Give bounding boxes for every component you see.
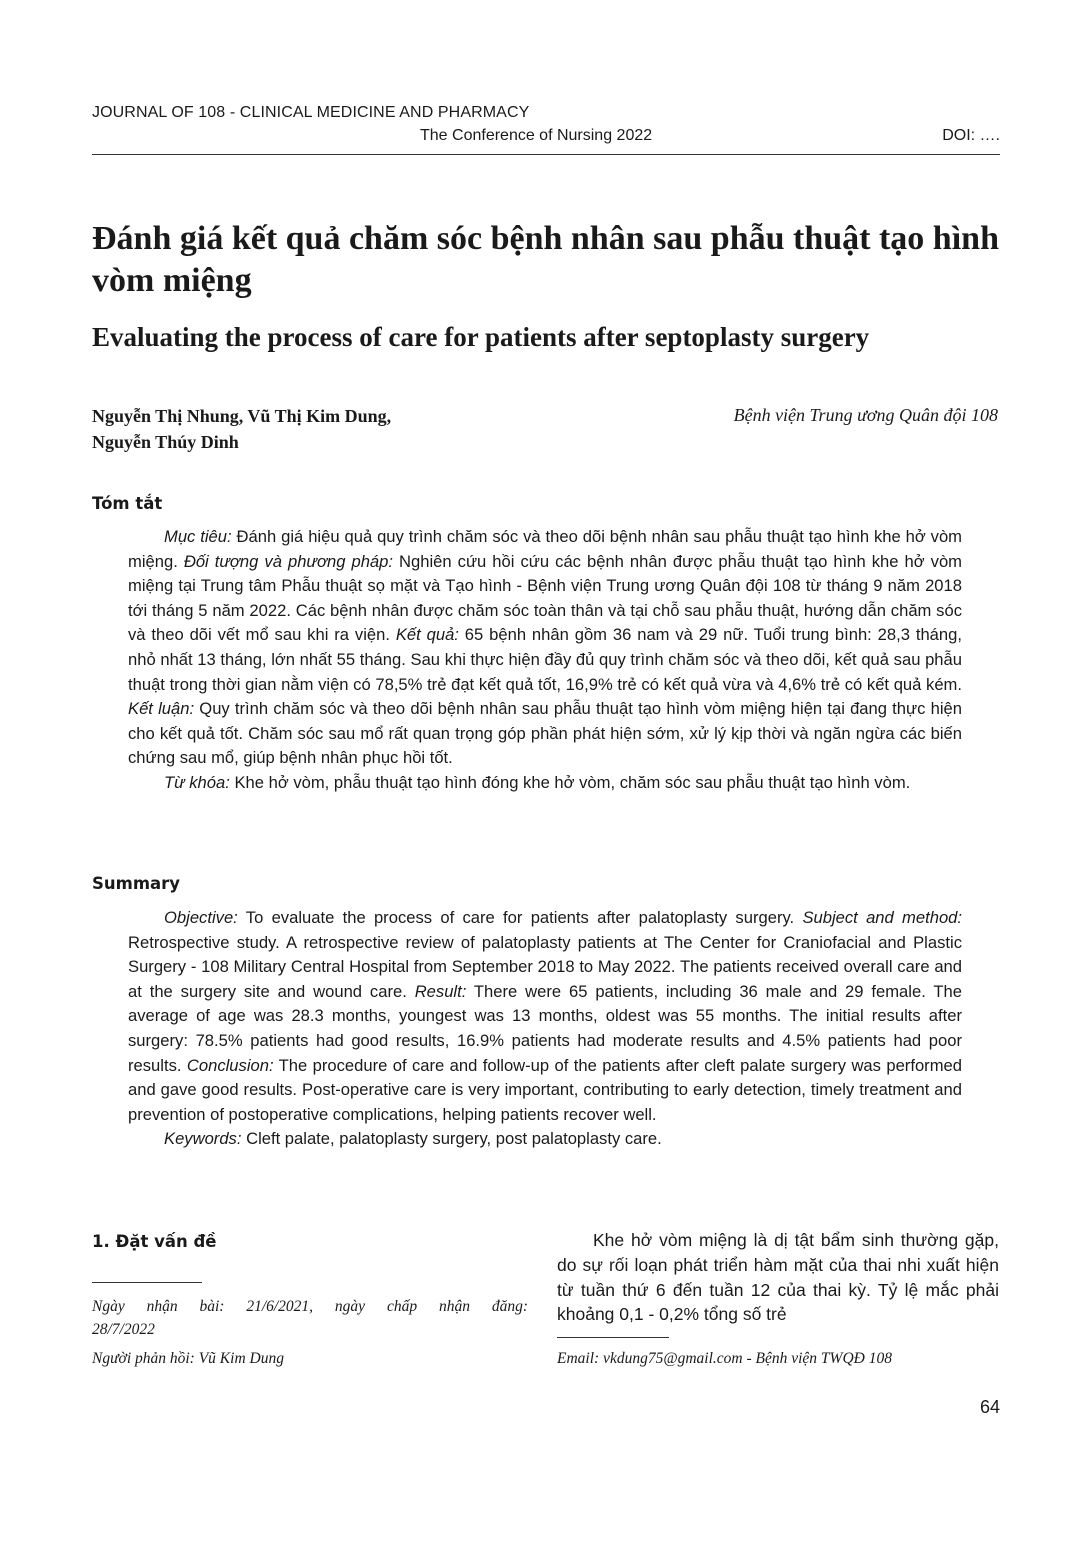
journal-name: JOURNAL OF 108 - CLINICAL MEDICINE AND PHARMACY: [92, 104, 530, 121]
title-vietnamese: Đánh giá kết quả chăm sóc bệnh nhân sau phẫu thuật tạo hình vòm miệng: [92, 220, 999, 299]
footnote-corresponding: Người phản hồi: Vũ Kim Dung: [92, 1350, 284, 1367]
footnote-received-line-2: 28/7/2022: [92, 1321, 155, 1338]
author-line-2: Nguyễn Thúy Dinh: [92, 432, 239, 452]
page-number: 64: [979, 1397, 1000, 1417]
author-line-1: Nguyễn Thị Nhung, Vũ Thị Kim Dung,: [92, 406, 392, 426]
affiliation: Bệnh viện Trung ương Quân đội 108: [733, 405, 998, 425]
footnote-divider-left: [92, 1282, 202, 1283]
section-1-body: [557, 1228, 999, 1327]
section-1-paragraph: Khe hở vòm miệng là dị tật bẩm sinh thường gặp, do sự rối loạn phát triển hàm mặt của thai nhi xuất hiện từ tuần thứ 6 đến tuần 12 của thai kỳ. Tỷ lệ mắc phải khoảng 0,1 - 0,2% tổng số trẻ: [557, 1230, 999, 1325]
abstract-vi-paragraph: Mục tiêu: Đánh giá hiệu quả quy trình chăm sóc và theo dõi bệnh nhân sau phẫu thuật tạo hình khe hở vòm miệng. Đối tượng và phương pháp: Nghiên cứu hồi cứu các bệnh nhân được phẫu thuật tạo hình khe hở vòm miệng tại Trung tâm Phẫu thuật sọ mặt và Tạo hình - Bệnh viện Trung ương Quân đội 108 từ tháng 9 năm 2018 tới tháng 5 năm 2022. Các bệnh nhân được chăm sóc toàn thân và tại chỗ sau phẫu thuật, hướng dẫn chăm sóc và theo dõi vết mổ sau khi ra viện. Kết quả: 65 bệnh nhân gồm 36 nam và 29 nữ. Tuổi trung bình: 28,3 tháng, nhỏ nhất 13 tháng, lớn nhất 55 tháng. Sau khi thực hiện đầy đủ quy trình chăm sóc và theo dõi, kết quả sau phẫu thuật trong thời gian nằm viện có 78,5% trẻ đạt kết quả tốt, 16,9% trẻ có kết quả vừa và 4,6% trẻ có kết quả kém. Kết luận: Quy trình chăm sóc và theo dõi bệnh nhân sau phẫu thuật tạo hình vòm miệng hiện tại đang thực hiện cho kết quả tốt. Chăm sóc sau mổ rất quan trọng góp phần phát hiện sớm, xử lý kịp thời và ngăn ngừa các biến chứng sau mổ, giúp bệnh nhân phục hồi tốt.: [128, 527, 963, 768]
title-english: Evaluating the process of care for patients after septoplasty surgery: [92, 322, 870, 352]
conference-name: The Conference of Nursing 2022: [420, 127, 653, 144]
footnote-received-line-1: Ngày nhận bài: 21/6/2021, ngày chấp nhận đăng:: [92, 1298, 528, 1315]
abstract-vi-body: [128, 525, 962, 796]
footnote-divider-right: [557, 1337, 669, 1338]
abstract-vi-keywords: Từ khóa: Khe hở vòm, phẫu thuật tạo hình đóng khe hở vòm, chăm sóc sau phẫu thuật tạo hình vòm.: [164, 772, 911, 792]
doi-label: DOI: ….: [942, 127, 1000, 144]
summary-heading: Summary: [92, 874, 181, 893]
summary-keywords: Keywords: Cleft palate, palatoplasty surgery, post palatoplasty care.: [164, 1129, 662, 1149]
section-1-heading: 1. Đặt vấn đề: [92, 1232, 217, 1251]
summary-paragraph: Objective: To evaluate the process of care for patients after palatoplasty surgery. Subject and method: Retrospective study. A retrospective review of palatoplasty patients at The Center for Craniofacial and Plastic Surgery - 108 Military Central Hospital from September 2018 to May 2022. The patients received overall care and at the surgery site and wound care. Result: There were 65 patients, including 36 male and 29 female. The average of age was 28.3 months, youngest was 13 months, oldest was 55 months. The initial results after surgery: 78.5% patients had good results, 16.9% patients had moderate results and 4.5% patients had poor results. Conclusion: The procedure of care and follow-up of the patients after cleft palate surgery was performed and gave good results. Post-operative care is very important, contributing to early detection, timely treatment and prevention of postoperative complications, helping patients recover well.: [128, 908, 963, 1124]
footnote-email: Email: vkdung75@gmail.com - Bệnh viện TWQĐ 108: [557, 1350, 892, 1367]
author-list: [92, 403, 391, 455]
header-divider: [92, 154, 1000, 155]
summary-body: [128, 906, 962, 1152]
abstract-vi-heading: Tóm tắt: [92, 494, 163, 513]
